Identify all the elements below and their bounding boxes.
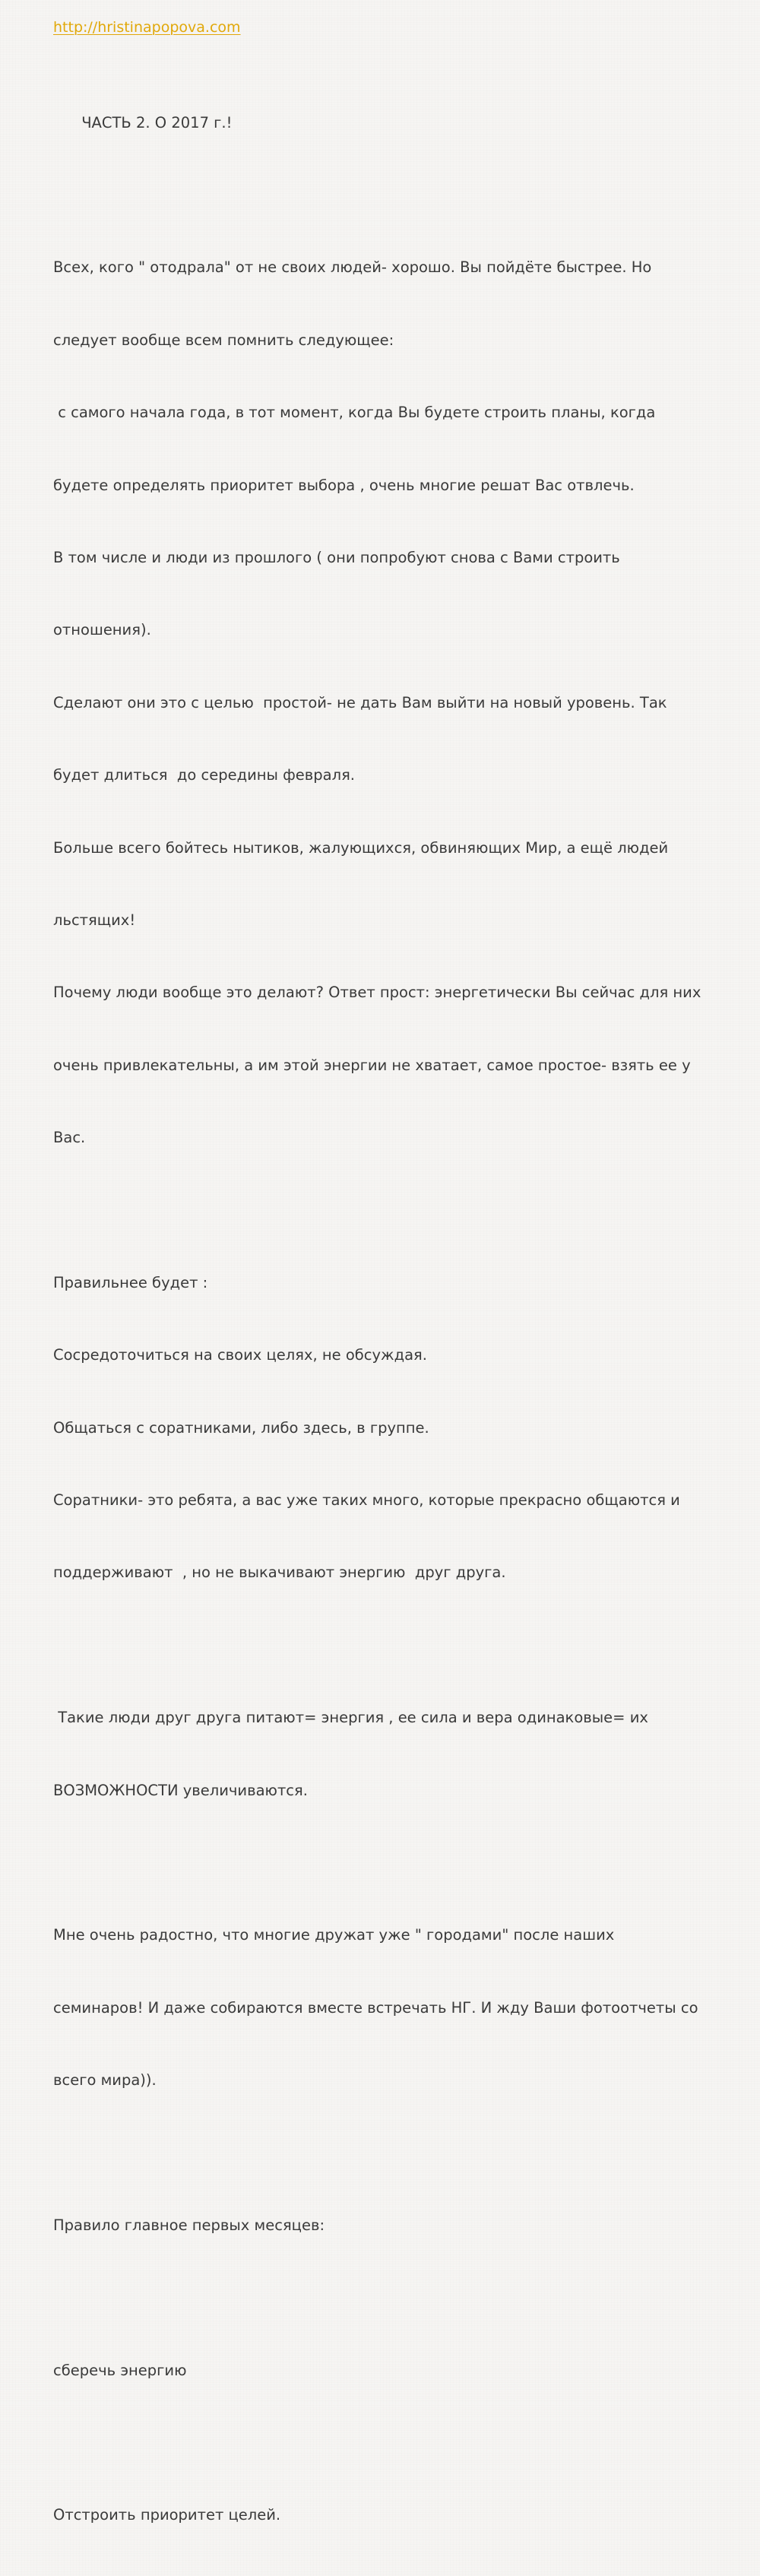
blank-line [53, 2141, 737, 2166]
blank-line [53, 2286, 737, 2310]
blank-line [53, 1851, 737, 1875]
text-line: Всех, кого " отодрала" от не своих людей- хорошо. Вы пойдёте быстрее. Но [53, 258, 652, 277]
text-line: В том числе и люди из прошлого ( они попробуют снова с Вами строить [53, 548, 620, 566]
document-body [53, 62, 737, 2576]
text-line: Отстроить приоритет целей. [53, 2506, 281, 2524]
text-line: семинаров! И даже собираются вместе встречать НГ. И жду Ваши фотоотчеты со [53, 1998, 698, 2017]
text-line: с самого начала года, в тот момент, когда Вы будете строить планы, когда [53, 404, 656, 422]
section-heading: ЧАСТЬ 2. О 2017 г.! [53, 113, 233, 131]
blank-line [53, 2431, 737, 2455]
text-line: отношения). [53, 621, 151, 639]
text-line: Соратники- это ребята, а вас уже таких много, которые прекрасно общаются и [53, 1491, 680, 1510]
blank-line [53, 1198, 737, 1222]
text-line: Общаться с соратниками, либо здесь, в группе. [53, 1418, 429, 1437]
text-line: следует вообще всем помнить следующее: [53, 331, 394, 349]
text-line: ВОЗМОЖНОСТИ увеличиваются. [53, 1781, 308, 1799]
text-line: будете определять приоритет выбора , очень многие решат Вас отвлечь. [53, 476, 635, 494]
text-line: будет длиться до середины февраля. [53, 766, 356, 784]
text-line: Сосредоточиться на своих целях, не обсуждая. [53, 1346, 427, 1364]
text-line: Больше всего бойтесь нытиков, жалующихся, обвиняющих Мир, а ещё людей [53, 838, 669, 857]
text-line: Правильнее будет : [53, 1273, 208, 1291]
text-line: сберечь энергию [53, 2361, 187, 2379]
text-line: очень привлекательны, а им этой энергии не хватает, самое простое- взять ее у [53, 1056, 691, 1074]
text-line: льстящих! [53, 911, 136, 929]
text-line: Сделают они это с целью простой- не дать Вам выйти на новый уровень. Так [53, 693, 667, 711]
text-line: Такие люди друг друга питают= энергия , ее сила и вера одинаковые= их [53, 1709, 648, 1727]
text-line: Мне очень радостно, что многие дружат уже " городами" после наших [53, 1926, 615, 1944]
text-line: Вас. [53, 1129, 86, 1147]
text-line: всего мира)). [53, 2071, 157, 2090]
text-line: Правило главное первых месяцев: [53, 2216, 325, 2234]
website-link[interactable]: http://hristinapopova.com [53, 19, 241, 36]
text-line: Почему люди вообще это делают? Ответ прост: энергетически Вы сейчас для них [53, 984, 701, 1002]
blank-line [53, 183, 737, 208]
text-line: поддерживают , но не выкачивают энергию друг друга. [53, 1564, 506, 1582]
blank-line [53, 1633, 737, 1658]
